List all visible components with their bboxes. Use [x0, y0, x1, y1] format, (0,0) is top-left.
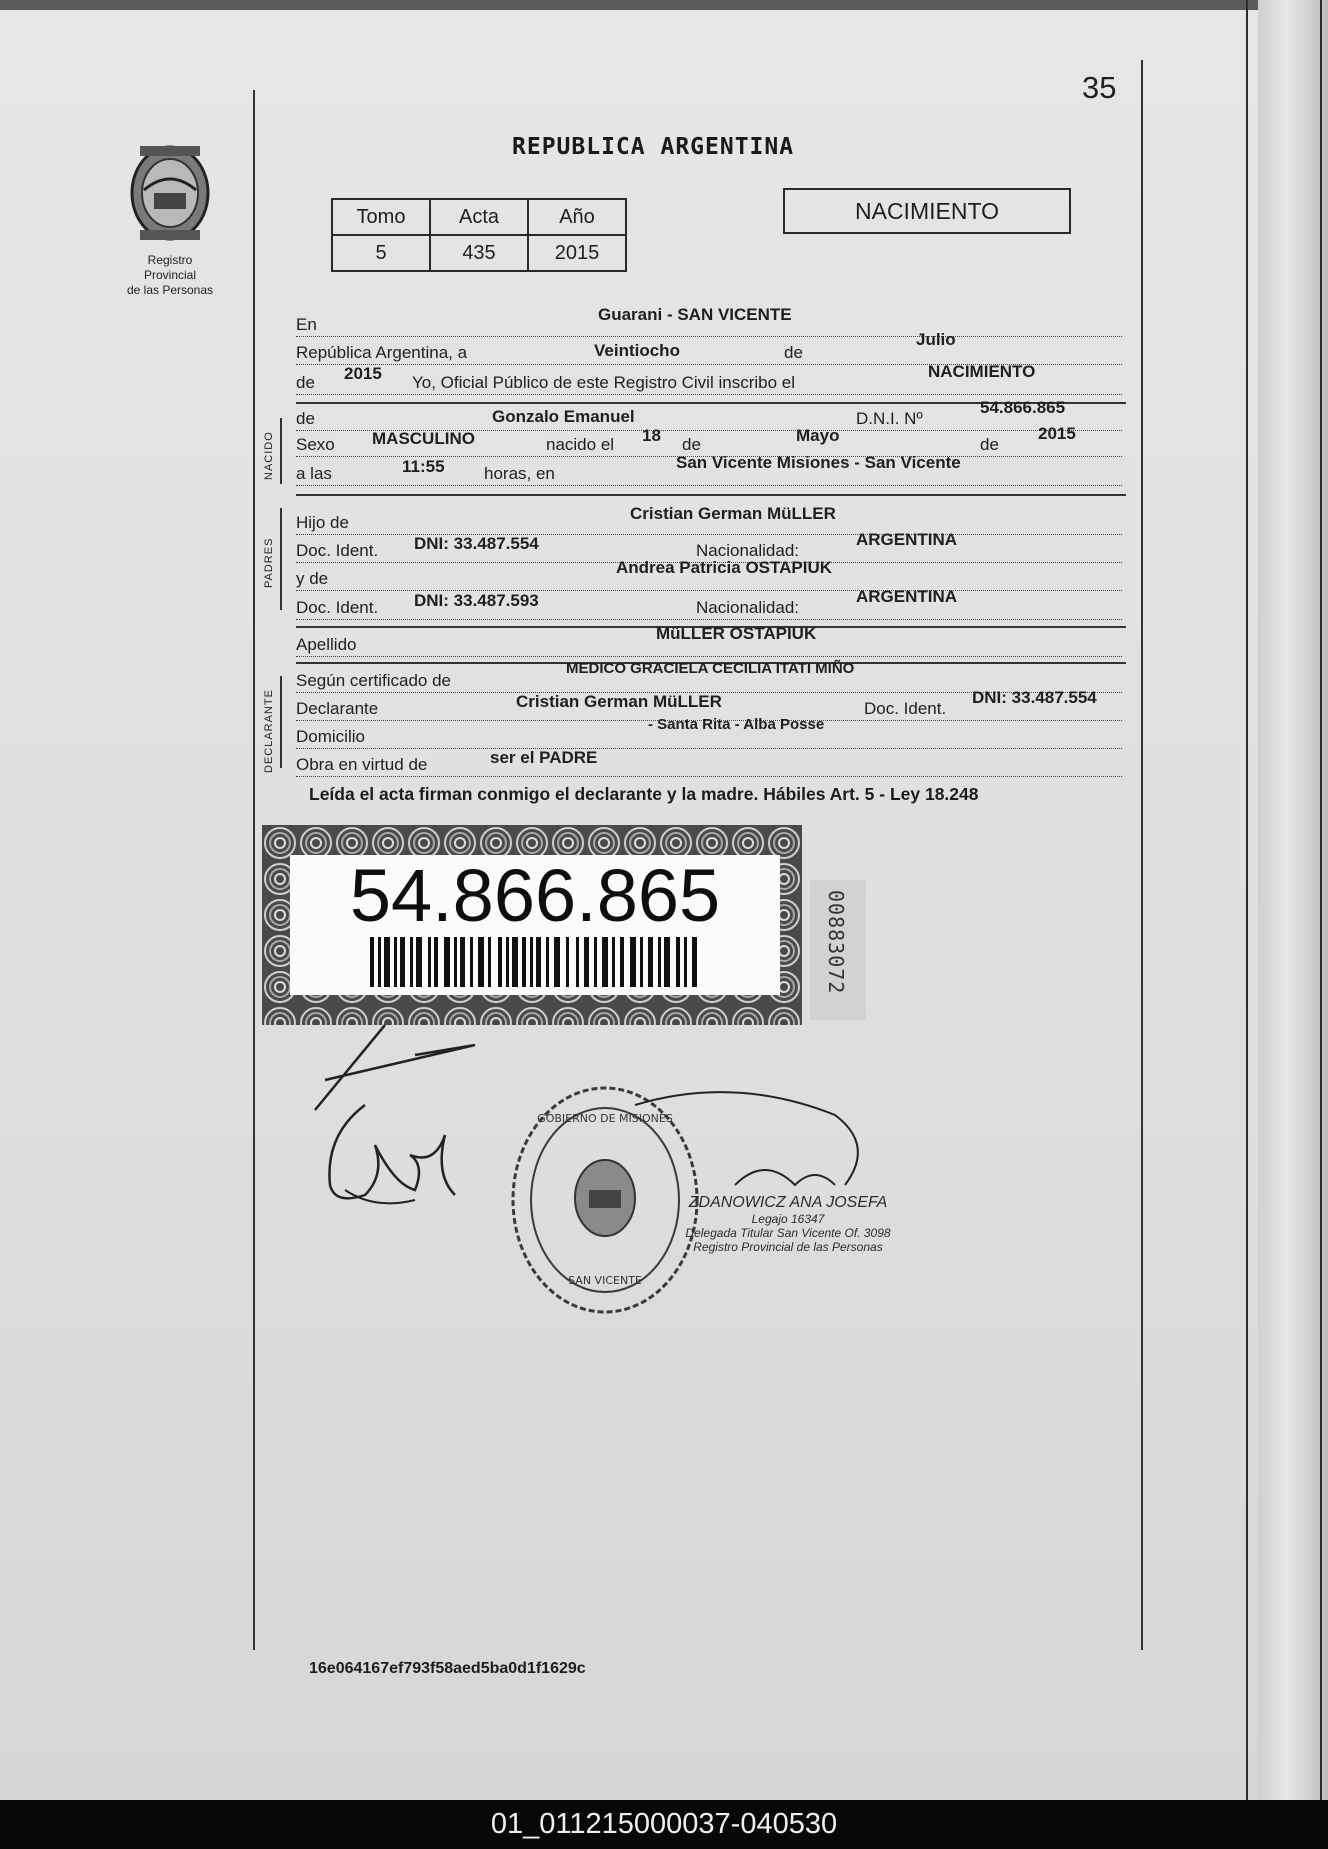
label-doc1: Doc. Ident.: [296, 541, 379, 560]
edge-line-2: [1320, 0, 1322, 1800]
value-dni: 54.866.865: [980, 398, 1066, 417]
label-obra: Obra en virtud de: [296, 755, 428, 774]
label-alas: a las: [296, 464, 332, 483]
label-decl-doc: Doc. Ident.: [864, 699, 947, 718]
declarante-bracket: [280, 676, 282, 768]
signer-role: Delegada Titular San Vicente Of. 3098: [685, 1226, 891, 1240]
value-obra: ser el PADRE: [490, 748, 598, 767]
label-nacido-de1: de: [682, 435, 701, 454]
value-tomo: 5: [332, 235, 430, 271]
label-doc2: Doc. Ident.: [296, 598, 379, 617]
signer-legajo: Legajo 16347: [751, 1212, 825, 1226]
value-doc2: DNI: 33.487.593: [414, 591, 539, 610]
line-apellido: [296, 624, 1122, 657]
value-day: Veintiocho: [594, 341, 680, 360]
section-rule-2: [296, 494, 1126, 496]
value-sexo: MASCULINO: [372, 429, 475, 448]
label-en: En: [296, 315, 317, 334]
barcode-icon: [370, 937, 700, 987]
left-margin-line: [253, 90, 255, 1650]
label-republica: República Argentina, a: [296, 343, 468, 362]
value-nacido-month: Mayo: [796, 426, 840, 445]
value-nombre: Gonzalo Emanuel: [492, 407, 635, 426]
label-nac1: Nacionalidad:: [696, 541, 800, 560]
svg-text:SAN VICENTE: SAN VICENTE: [568, 1274, 642, 1287]
provincial-logo: [120, 138, 220, 298]
value-hora: 11:55: [402, 457, 445, 476]
label-apellido: Apellido: [296, 635, 357, 654]
signer-office: Registro Provincial de las Personas: [693, 1240, 883, 1254]
label-declarante: Declarante: [296, 699, 379, 718]
value-acta: 435: [430, 235, 528, 271]
logo-caption-line2: de las Personas: [126, 283, 214, 297]
label-nacido-el: nacido el: [546, 435, 615, 454]
sticker-dni-number: 54.866.865: [349, 854, 721, 937]
label-nombre: de: [296, 409, 315, 428]
value-year: 2015: [344, 364, 382, 383]
sticker-serial-tab: [810, 880, 866, 1020]
dni-sticker: [262, 825, 802, 1025]
label-dni: D.N.I. Nº: [856, 409, 923, 428]
line-obra: [296, 748, 1122, 777]
signature-block: [683, 1194, 893, 1254]
header-acta: Acta: [430, 199, 528, 235]
value-inscribe: NACIMIENTO: [928, 362, 1036, 381]
page-number: 35: [1082, 70, 1117, 105]
label-de-year: de: [296, 373, 315, 392]
edge-line-1: [1246, 0, 1248, 1800]
file-name: 01_011215000037-040530: [490, 1808, 838, 1840]
label-hijo: Hijo de: [296, 513, 349, 532]
header-anio: Año: [528, 199, 626, 235]
label-segun: Según certificado de: [296, 671, 451, 690]
logo-caption-line1: Registro Provincial: [143, 253, 197, 282]
value-madre: Andrea Patricia OSTAPIUK: [616, 558, 833, 577]
label-yde: y de: [296, 569, 329, 588]
value-doc1: DNI: 33.487.554: [414, 534, 539, 553]
official-signature-icon: [615, 1085, 875, 1205]
dni-label: [290, 855, 780, 995]
line-doc2: [296, 587, 1122, 620]
header-tomo: Tomo: [332, 199, 430, 235]
side-label-nacido: NACIDO: [263, 431, 275, 480]
side-label-declarante: DECLARANTE: [263, 689, 275, 773]
value-nacido-day: 18: [642, 426, 661, 445]
padres-bracket: [280, 508, 282, 610]
document-title: REPUBLICA ARGENTINA: [512, 134, 795, 160]
label-nac2: Nacionalidad:: [696, 598, 800, 617]
label-sexo: Sexo: [296, 435, 335, 454]
closing-statement: Leída el acta firman conmigo el declarante y la madre. Hábiles Art. 5 - Ley 18.248: [309, 784, 979, 804]
value-padre: Cristian German MüLLER: [630, 504, 836, 523]
misiones-coat-of-arms-icon: [120, 138, 220, 248]
record-type-box: NACIMIENTO: [783, 188, 1071, 234]
value-month: Julio: [916, 330, 956, 349]
label-republica-de: de: [784, 343, 803, 362]
label-nacido-de2: de: [980, 435, 999, 454]
certificate-page: [0, 10, 1258, 1800]
nacido-bracket: [280, 418, 282, 484]
label-horas-en: horas, en: [484, 464, 555, 483]
line-yde: [296, 558, 1122, 591]
paper-edge: [1258, 0, 1328, 1800]
line-hijo: [296, 504, 1122, 535]
value-lugar: San Vicente Misiones - San Vicente: [676, 453, 961, 472]
value-certificado: MEDICO GRACIELA CECILIA ITATI MIÑO: [566, 660, 855, 677]
signer-name: ZDANOWICZ ANA JOSEFA: [688, 1194, 888, 1211]
value-en: Guarani - SAN VICENTE: [598, 305, 792, 324]
value-domicilio: - Santa Rita - Alba Posse: [648, 716, 825, 733]
file-name-bar: [0, 1800, 1328, 1849]
record-table: [331, 198, 627, 272]
line-alas: [296, 453, 1122, 486]
side-label-padres: PADRES: [263, 537, 275, 588]
value-anio: 2015: [528, 235, 626, 271]
value-nacido-year: 2015: [1038, 424, 1076, 443]
value-apellido: MüLLER OSTAPIUK: [656, 624, 817, 643]
value-declarante: Cristian German MüLLER: [516, 692, 722, 711]
sticker-serial-number: 00883072: [824, 890, 848, 995]
value-nac2: ARGENTINA: [856, 587, 958, 606]
line-nombre: [296, 398, 1122, 431]
line-domicilio: [296, 716, 1122, 749]
label-yo: Yo, Oficial Público de este Registro Civil inscribo el: [412, 373, 795, 392]
line-yo: [296, 362, 1122, 395]
document-hash: 16e064167ef793f58aed5ba0d1f1629c: [309, 1660, 586, 1677]
line-en: [296, 305, 1122, 337]
label-domicilio: Domicilio: [296, 727, 365, 746]
svg-text:GOBIERNO DE MISIONES: GOBIERNO DE MISIONES: [537, 1112, 673, 1125]
declarant-signature-icon: [305, 1015, 495, 1215]
logo-caption: [120, 253, 220, 298]
right-margin-line: [1141, 60, 1143, 1650]
value-nac1: ARGENTINA: [856, 530, 958, 549]
value-decl-doc: DNI: 33.487.554: [972, 688, 1097, 707]
